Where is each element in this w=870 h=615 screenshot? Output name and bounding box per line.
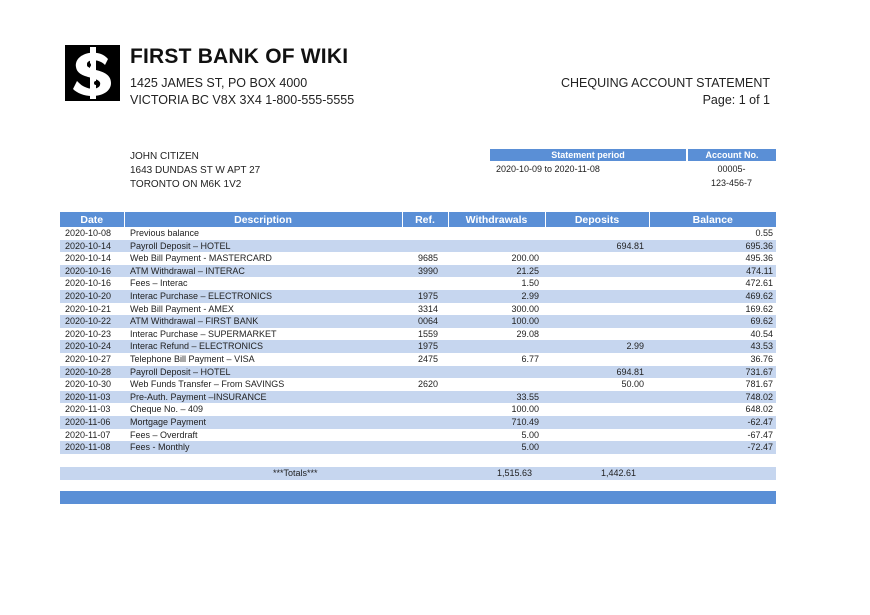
cell-date: 2020-10-14	[65, 253, 112, 264]
cell-description: Payroll Deposit – HOTEL	[124, 240, 402, 253]
cell-deposit	[545, 252, 649, 265]
cell-date: 2020-10-20	[60, 290, 124, 303]
cell-description: Interac Purchase – ELECTRONICS	[124, 290, 402, 303]
cell-ref: 3314	[418, 303, 439, 314]
cell-date: 2020-10-16	[60, 265, 124, 278]
cell-ref	[402, 403, 448, 416]
cell-deposit	[545, 265, 649, 278]
totals-withdrawals: 1,515.63	[497, 468, 533, 478]
cell-date: 2020-10-08	[65, 228, 112, 238]
account-number-value	[687, 161, 776, 190]
cell-deposit	[545, 441, 649, 454]
cell-balance: 731.67	[649, 366, 776, 379]
cell-description: ATM Withdrawal – INTERAC	[124, 265, 402, 278]
table-row	[60, 416, 776, 429]
cell-date: 2020-10-23	[65, 328, 112, 339]
table-row	[60, 328, 776, 341]
cell-ref	[402, 416, 448, 429]
cell-ref: 1975	[402, 340, 448, 353]
bank-name: FIRST BANK OF WIKI	[130, 45, 349, 68]
cell-deposit	[545, 303, 649, 316]
table-row	[60, 252, 776, 265]
cell-deposit	[545, 353, 649, 366]
totals-label: ***Totals***	[273, 468, 318, 478]
cell-date: 2020-10-30	[65, 379, 112, 390]
cell-deposit	[545, 290, 649, 303]
cell-ref: 2475	[418, 353, 439, 364]
cell-balance: -72.47	[649, 441, 776, 454]
statement-period-header: Statement period	[490, 149, 687, 161]
cell-date: 2020-10-22	[60, 315, 124, 328]
cell-description: Interac Purchase – SUPERMARKET	[130, 328, 277, 339]
cell-deposit	[545, 429, 649, 442]
cell-withdrawal: 5.00	[448, 441, 545, 454]
cell-date: 2020-11-08	[60, 441, 124, 454]
column-header-withdrawals: Withdrawals	[448, 212, 545, 227]
column-header-date: Date	[60, 212, 124, 227]
cell-description: Payroll Deposit – HOTEL	[124, 366, 402, 379]
cell-balance: 469.62	[649, 290, 776, 303]
cell-balance: -67.47	[747, 429, 773, 440]
cell-ref: 3990	[402, 265, 448, 278]
cell-ref	[402, 429, 448, 442]
cell-description: Previous balance	[130, 228, 200, 238]
statement-info-table	[490, 149, 776, 190]
cell-withdrawal: 2.99	[448, 290, 545, 303]
cell-description: Web Bill Payment - MASTERCARD	[130, 253, 272, 264]
table-row	[60, 303, 776, 316]
cell-deposit	[545, 315, 649, 328]
cell-withdrawal: 6.77	[521, 353, 539, 364]
cell-description: Telephone Bill Payment – VISA	[130, 353, 255, 364]
cell-balance: 781.67	[745, 379, 773, 390]
column-header-ref: Ref.	[402, 212, 448, 227]
cell-date: 2020-10-27	[65, 353, 112, 364]
table-row	[60, 429, 776, 442]
table-row	[60, 265, 776, 278]
cell-deposit	[545, 416, 649, 429]
table-row	[60, 227, 776, 240]
cell-date: 2020-10-14	[60, 240, 124, 253]
column-header-description: Description	[124, 212, 402, 227]
cell-balance: 43.53	[649, 340, 776, 353]
footer-bar	[60, 491, 776, 504]
cell-withdrawal: 5.00	[521, 429, 539, 440]
transactions-header-row	[60, 212, 776, 227]
totals-deposits: 1,442.61	[601, 468, 637, 478]
account-number-line1: 00005-	[717, 164, 746, 174]
cell-balance: 474.11	[649, 265, 776, 278]
column-header-balance: Balance	[649, 212, 776, 227]
cell-date: 2020-11-07	[65, 429, 111, 440]
table-row	[60, 391, 776, 404]
cell-balance: 748.02	[649, 391, 776, 404]
cell-description: ATM Withdrawal – FIRST BANK	[124, 315, 402, 328]
cell-balance: 695.36	[649, 240, 776, 253]
cell-deposit	[545, 277, 649, 290]
cell-withdrawal: 200.00	[511, 253, 539, 264]
account-number-line2: 123-456-7	[710, 178, 753, 188]
cell-balance: 169.62	[745, 303, 773, 314]
cell-balance: 0.55	[755, 228, 773, 238]
cell-withdrawal	[448, 227, 545, 240]
cell-ref	[402, 391, 448, 404]
cell-ref	[402, 441, 448, 454]
cell-date: 2020-10-28	[60, 366, 124, 379]
cell-deposit: 50.00	[621, 379, 644, 390]
cell-withdrawal: 100.00	[448, 315, 545, 328]
cell-withdrawal: 21.25	[448, 265, 545, 278]
cell-deposit: 694.81	[545, 240, 649, 253]
cell-ref: 1559	[418, 328, 439, 339]
cell-withdrawal	[448, 366, 545, 379]
cell-ref: 2620	[418, 379, 439, 390]
table-row	[60, 378, 776, 391]
cell-balance: 69.62	[649, 315, 776, 328]
cell-deposit: 2.99	[545, 340, 649, 353]
cell-withdrawal: 29.08	[516, 328, 539, 339]
cell-ref	[402, 366, 448, 379]
cell-date: 2020-11-03	[60, 391, 124, 404]
cell-date: 2020-11-06	[60, 416, 124, 429]
bank-logo	[65, 45, 120, 101]
cell-balance: -62.47	[649, 416, 776, 429]
page-number: Page: 1 of 1	[702, 93, 770, 107]
cell-balance: 36.76	[750, 353, 773, 364]
cell-date: 2020-11-03	[65, 404, 111, 415]
customer-name: JOHN CITIZEN	[130, 151, 199, 162]
cell-balance: 40.54	[750, 328, 773, 339]
table-row	[60, 403, 776, 416]
dollar-sign-icon	[65, 45, 120, 101]
table-row	[60, 315, 776, 328]
bank-address-line2: VICTORIA BC V8X 3X4 1-800-555-5555	[130, 93, 355, 107]
cell-withdrawal	[448, 340, 545, 353]
cell-description: Interac Refund – ELECTRONICS	[124, 340, 402, 353]
cell-deposit	[545, 391, 649, 404]
table-row	[60, 290, 776, 303]
cell-description: Web Bill Payment - AMEX	[130, 303, 234, 314]
cell-ref	[402, 227, 448, 240]
cell-date: 2020-10-24	[60, 340, 124, 353]
bank-address-line1: 1425 JAMES ST, PO BOX 4000	[130, 76, 308, 90]
cell-description: Web Funds Transfer – From SAVINGS	[130, 379, 285, 390]
cell-withdrawal: 1.50	[521, 278, 539, 289]
cell-ref: 0064	[402, 315, 448, 328]
cell-balance: 648.02	[745, 404, 773, 415]
cell-description: Fees – Overdraft	[130, 429, 198, 440]
cell-description: Mortgage Payment	[124, 416, 402, 429]
cell-deposit	[545, 227, 649, 240]
table-row	[60, 277, 776, 290]
cell-withdrawal: 33.55	[448, 391, 545, 404]
cell-date: 2020-10-21	[65, 303, 112, 314]
account-number-header: Account No.	[687, 149, 776, 161]
table-row	[60, 340, 776, 353]
cell-ref	[402, 277, 448, 290]
cell-balance: 495.36	[745, 253, 773, 264]
table-row	[60, 240, 776, 253]
cell-description: Fees – Interac	[130, 278, 188, 289]
cell-withdrawal: 710.49	[448, 416, 545, 429]
table-row	[60, 441, 776, 454]
cell-date: 2020-10-16	[65, 278, 112, 289]
cell-ref: 9685	[418, 253, 439, 264]
cell-ref	[402, 240, 448, 253]
customer-address-line2: TORONTO ON M6K 1V2	[130, 179, 242, 190]
cell-deposit	[545, 403, 649, 416]
cell-description: Fees - Monthly	[124, 441, 402, 454]
cell-withdrawal: 100.00	[511, 404, 539, 415]
column-header-deposits: Deposits	[545, 212, 649, 227]
cell-deposit: 694.81	[545, 366, 649, 379]
cell-ref: 1975	[402, 290, 448, 303]
statement-title: CHEQUING ACCOUNT STATEMENT	[560, 76, 770, 90]
cell-balance: 472.61	[745, 278, 773, 289]
cell-description: Pre-Auth. Payment –INSURANCE	[124, 391, 402, 404]
transactions-table	[60, 212, 776, 454]
cell-description: Cheque No. – 409	[130, 404, 204, 415]
table-row	[60, 353, 776, 366]
totals-row	[60, 467, 776, 480]
statement-period-value: 2020-10-09 to 2020-11-08	[496, 164, 600, 174]
cell-withdrawal	[448, 378, 545, 391]
cell-withdrawal	[448, 240, 545, 253]
customer-address-line1: 1643 DUNDAS ST W APT 27	[130, 165, 261, 176]
cell-withdrawal: 300.00	[511, 303, 539, 314]
cell-deposit	[545, 328, 649, 341]
table-row	[60, 366, 776, 379]
